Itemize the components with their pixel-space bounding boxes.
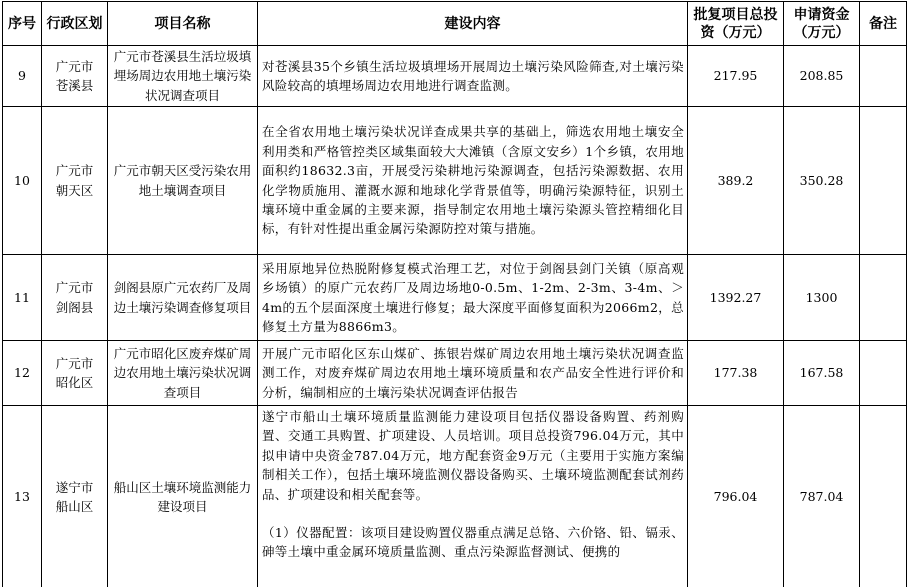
- row-seq: 11: [3, 255, 42, 341]
- row-region-text: 遂宁市船山区: [55, 479, 94, 514]
- row-investment: 389.2: [688, 107, 784, 255]
- table-row: [3, 341, 907, 406]
- row-region: [42, 107, 108, 255]
- row-seq: 13: [3, 406, 42, 587]
- row-investment: 1392.27: [688, 255, 784, 341]
- row-funds: 1300: [784, 255, 860, 341]
- row-funds: 787.04: [784, 406, 860, 587]
- row-name: 船山区土壤环境监测能力建设项目: [108, 406, 258, 587]
- row-remarks: [860, 255, 907, 341]
- row-content: 对苍溪县35个乡镇生活垃圾填埋场开展周边土壤污染风险筛查,对土壤污染风险较高的填埋场周边农用地进行调查监测。: [258, 46, 688, 107]
- row-region-text: 广元市苍溪县: [55, 58, 94, 93]
- table-row: [3, 406, 907, 587]
- row-region: [42, 406, 108, 587]
- project-table: [2, 1, 907, 587]
- table-row: [3, 46, 907, 107]
- row-investment: 177.38: [688, 341, 784, 406]
- row-funds: 167.58: [784, 341, 860, 406]
- header-remarks: 备注: [860, 2, 907, 46]
- row-investment: 796.04: [688, 406, 784, 587]
- row-region-text: 广元市剑阁县: [55, 280, 94, 315]
- row-seq: 10: [3, 107, 42, 255]
- row-name: 剑阁县原广元农药厂及周边土壤污染调查修复项目: [108, 255, 258, 341]
- row-remarks: [860, 107, 907, 255]
- row-name: 广元市昭化区废弃煤矿周边农用地土壤污染状况调查项目: [108, 341, 258, 406]
- row-content-para1: 遂宁市船山土壤环境质量监测能力建设项目包括仪器设备购置、药剂购置、交通工具购置、扩项建设、人员培训。项目总投资796.04万元，其中拟申请中央资金787.04万元，地方配套资金9万元（主要用于实施方案编制相关工作），包括土壤环境监测仪器设备购买、土壤环境监测配套试剂药品、扩项建设和相关配套等。: [262, 409, 684, 502]
- table-row: [3, 107, 907, 255]
- header-content: 建设内容: [258, 2, 688, 46]
- table-header-row: [3, 2, 907, 46]
- header-region: 行政区划: [42, 2, 108, 46]
- row-seq: 9: [3, 46, 42, 107]
- row-content: [258, 406, 688, 587]
- row-region: [42, 341, 108, 406]
- row-name: 广元市苍溪县生活垃圾填埋场周边农用地土壤污染状况调查项目: [108, 46, 258, 107]
- row-region: [42, 255, 108, 341]
- row-region-text: 广元市昭化区: [55, 355, 94, 390]
- row-name: 广元市朝天区受污染农用地土壤调查项目: [108, 107, 258, 255]
- row-region-text: 广元市朝天区: [55, 163, 94, 198]
- row-seq: 12: [3, 341, 42, 406]
- row-funds: 350.28: [784, 107, 860, 255]
- row-content: 在全省农用地土壤污染状况详查成果共享的基础上，筛选农用地土壤安全利用类和严格管控类区域集面较大大滩镇（含原文安乡）1个乡镇，农用地面积约18632.3亩，开展受污染耕地污染源调查，包括污染源数据、农用化学物质施用、灌溉水源和地球化学背景值等，明确污染源特征，识别土壤环境中重金属的主要来源，指导制定农用地土壤污染源头管控精细化目标，有针对性提出重金属污染源防控对策与措施。: [258, 107, 688, 255]
- row-funds: 208.85: [784, 46, 860, 107]
- row-investment: 217.95: [688, 46, 784, 107]
- header-name: 项目名称: [108, 2, 258, 46]
- row-content-para2: （1）仪器配置：该项目建设购置仪器重点满足总铬、六价铬、铅、镉汞、砷等土壤中重金属环境质量监测、重点污染源监督测试、便携的: [262, 525, 684, 560]
- row-remarks: [860, 406, 907, 587]
- header-investment: 批复项目总投资（万元）: [688, 2, 784, 46]
- row-region: [42, 46, 108, 107]
- table-row: [3, 255, 907, 341]
- row-content: 采用原地异位热脱附修复模式治理工艺，对位于剑阁县剑门关镇（原高观乡场镇）的原广元农药厂及周边场地0-0.5m、1-2m、2-3m、3-4m、＞4m的五个层面深度土壤进行修复；最大深度平面修复面积为2066m2，总修复土方量为8866m3。: [258, 255, 688, 341]
- row-content: 开展广元市昭化区东山煤矿、拣银岩煤矿周边农用地土壤污染状况调查监测工作，对废弃煤矿周边农用地土壤环境质量和农产品安全性进行评价和分析，编制相应的土壤污染状况调查评估报告: [258, 341, 688, 406]
- header-funds: 申请资金（万元）: [784, 2, 860, 46]
- header-seq: 序号: [3, 2, 42, 46]
- row-remarks: [860, 46, 907, 107]
- row-remarks: [860, 341, 907, 406]
